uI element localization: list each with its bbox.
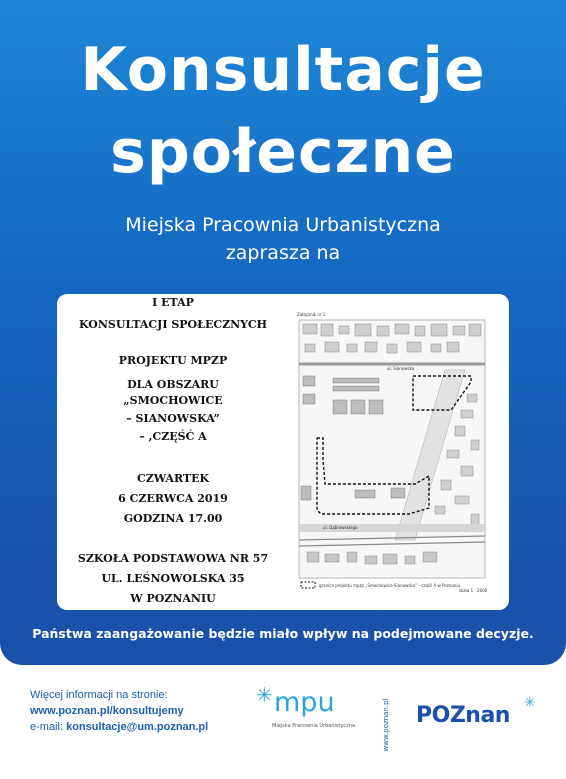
engagement-message: Państwa zaangażowanie będzie miało wpływ na podejmowane decyzje. <box>32 626 534 641</box>
organizer-name: Miejska Pracownia Urbanistyczna <box>125 214 441 236</box>
poster-title-line1: Konsultacje <box>80 35 486 105</box>
venue-city: W POZNANIU <box>130 592 216 605</box>
area-name-3: – ,CZĘŚĆ A <box>139 430 207 443</box>
map-scale: skala 1 : 2000 <box>459 588 488 593</box>
event-card <box>57 294 509 610</box>
more-info-label: Więcej informacji na stronie: <box>30 689 168 701</box>
mpu-logo-text: mpu <box>274 687 335 718</box>
project-area-map <box>295 310 491 596</box>
invitation-text: zaprasza na <box>225 242 341 264</box>
vertical-url <box>381 685 391 767</box>
contact-info <box>30 687 208 735</box>
poster-title-line2: społeczne <box>110 117 456 187</box>
venue-street: UL. LEŚNOWOLSKA 35 <box>101 572 245 585</box>
email-label: e-mail: <box>30 721 64 733</box>
area-name-1: „SMOCHOWICE <box>123 394 223 407</box>
event-stage: I ETAP <box>152 296 194 309</box>
event-date: 6 CZERWCA 2019 <box>118 492 228 505</box>
poznan-logo-text: POZnan <box>416 703 510 728</box>
asterisk-icon: ✳ <box>524 695 536 711</box>
poznan-logo <box>416 695 536 737</box>
area-label: DLA OBSZARU <box>127 378 219 391</box>
event-time: GODZINA 17.00 <box>123 512 223 525</box>
area-name-2: – SIANOWSKA” <box>126 412 220 425</box>
mpu-logo-subtitle: Miejska Pracownia Urbanistyczna <box>272 723 356 729</box>
mpu-logo <box>256 683 366 733</box>
asterisk-icon: ✳ <box>256 683 273 707</box>
website-link[interactable]: www.poznan.pl/konsultujemy <box>30 705 184 717</box>
map-attachment-label: Załącznik nr 1 <box>297 312 326 317</box>
venue-name: SZKOŁA PODSTAWOWA NR 57 <box>77 552 269 565</box>
map-legend: granica projektu mpzp „Smochowice-Sianowska” - część A w Poznaniu <box>319 583 461 588</box>
event-type: KONSULTACJI SPOŁECZNYCH <box>79 318 267 331</box>
project-name: PROJEKTU MPZP <box>118 354 228 367</box>
email-line <box>30 719 208 735</box>
footer <box>0 665 566 779</box>
email-link[interactable]: konsultacje@um.poznan.pl <box>66 721 209 733</box>
map-drawing <box>295 310 491 596</box>
street-label-2: ul. Dąbrowskiego <box>323 525 358 530</box>
event-day: CZWARTEK <box>136 472 210 485</box>
vertical-url-text: www.poznan.pl <box>382 698 390 752</box>
street-label-1: ul. Sianowska <box>387 366 415 371</box>
